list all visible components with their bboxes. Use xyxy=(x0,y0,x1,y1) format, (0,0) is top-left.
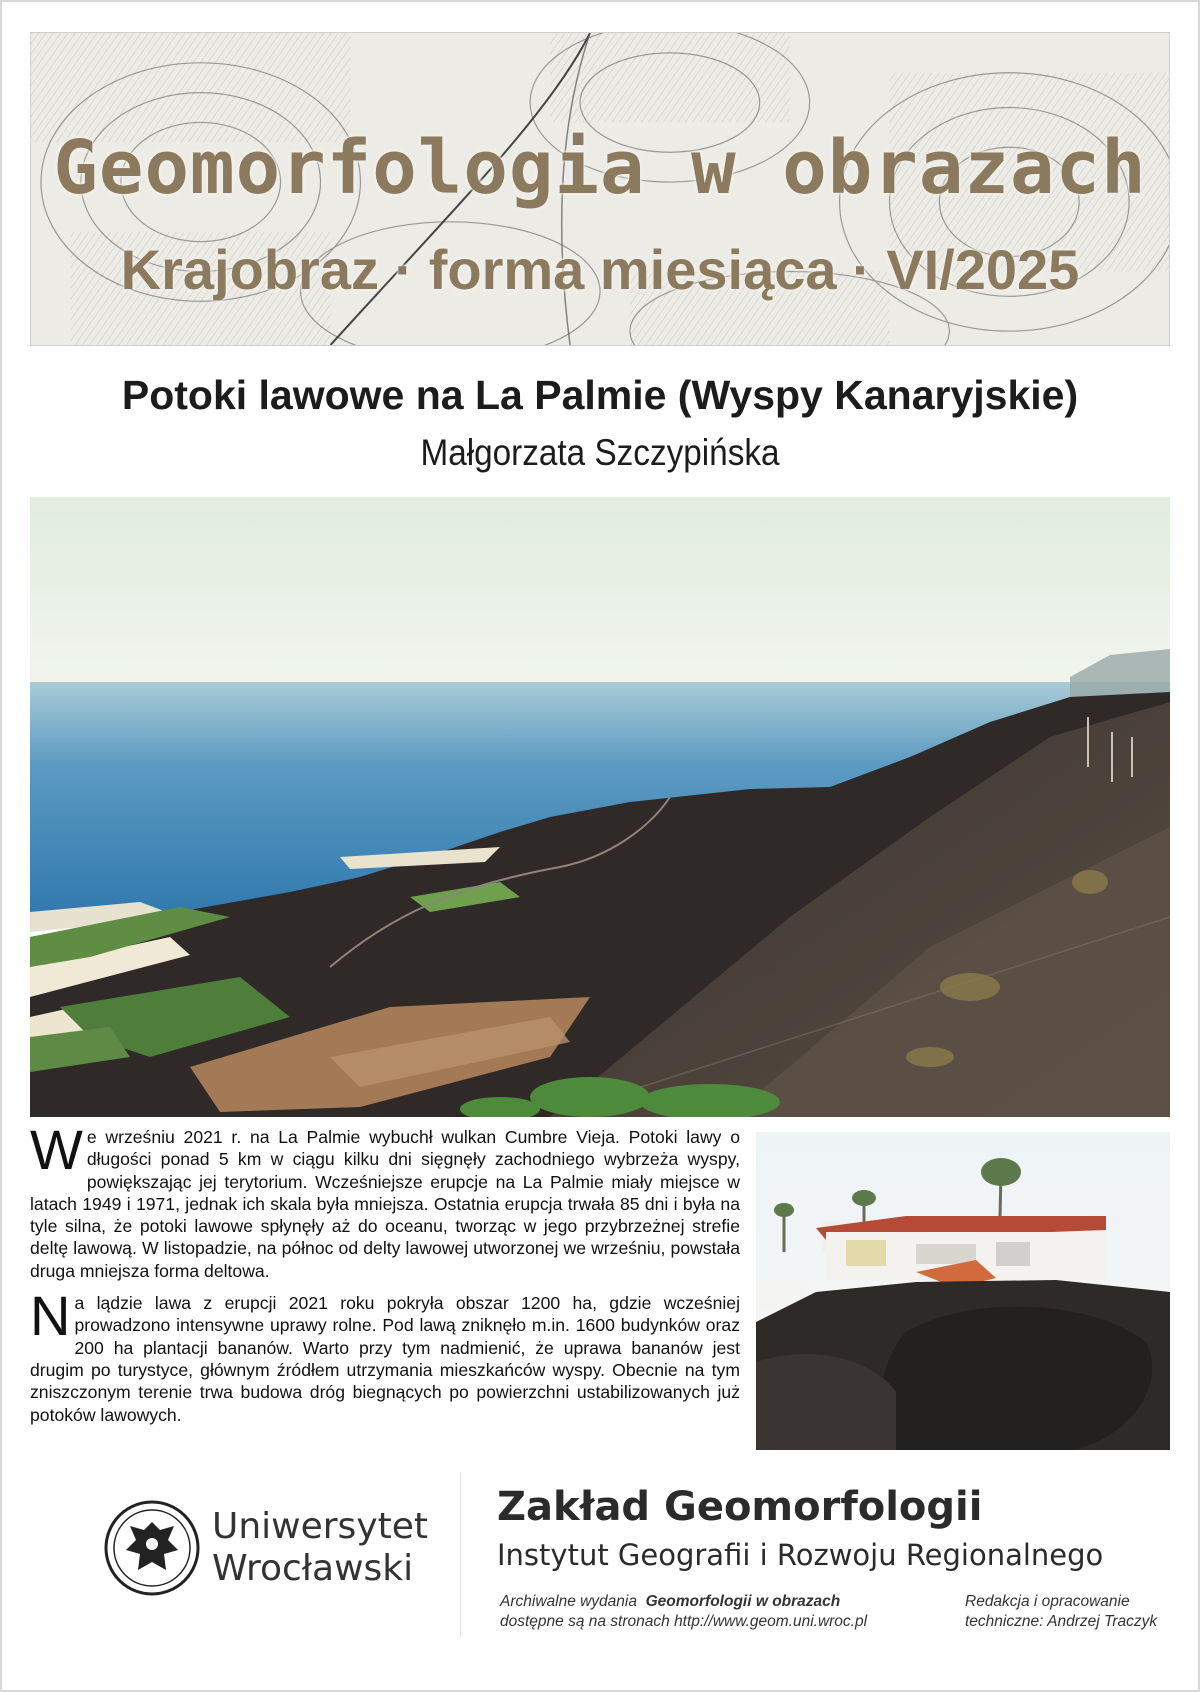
editor-credit-line2: techniczne: Andrzej Traczyk xyxy=(965,1613,1158,1630)
main-photo-lava-flows xyxy=(30,497,1170,1117)
paragraph-2-text: a lądzie lawa z erupcji 2021 roku pokryła obszar 1200 ha, gdzie wcześniej prowadzono intensywne uprawy rolne. Pod lawą zniknęło m.in. 1600 budynków oraz 200 ha plantacji bananów. Warto przy tym nadmienić, że uprawa bananów jest drugim po turystyce, głównym źródłem utrzymania mieszkańców wyspy. Obecnie na tym zniszczonym terenie trwa budowa dróg biegnących po powierzchni ustabilizowanych już potoków lawowych. xyxy=(30,1293,740,1425)
paragraph-2 xyxy=(30,1284,740,1426)
archive-prefix: Archiwalne wydania xyxy=(500,1593,637,1610)
footer-divider xyxy=(460,1472,461,1638)
archive-series: Geomorfologii w obrazach xyxy=(645,1593,841,1610)
university-name-line1: Uniwersytet xyxy=(212,1506,428,1547)
article-body xyxy=(30,1118,740,1436)
series-subtitle: Krajobraz · forma miesiąca · VI/2025 xyxy=(120,238,1080,301)
editor-credit xyxy=(965,1592,1157,1632)
university-name xyxy=(212,1506,428,1590)
drop-cap: N xyxy=(30,1284,71,1348)
editor-credit-line1: Redakcja i opracowanie xyxy=(965,1593,1130,1610)
paragraph-1-text: e wrześniu 2021 r. na La Palmie wybuchł wulkan Cumbre Vieja. Potoki lawy o długości ponad 5 km w ciągu kilku dni sięgnęły zachodniego wybrzeża wyspy, powiększając jej terytorium. Wcześniejsze erupcje na La Palmie miały miejsce w latach 1949 i 1971, jednak ich skala była mniejsza. Ostatnia erupcja trwała 85 dni i była na tyle silna, że potoki lawowe spłynęły aż do oceanu, tworząc w jego przybrzeżnej strefie deltę lawową. W listopadzie, na północ od delty lawowej utworzonej we wrześniu, powstała druga mniejsza forma deltowa. xyxy=(30,1127,740,1281)
university-seal-icon xyxy=(104,1500,200,1596)
university-name-line2: Wrocławski xyxy=(212,1548,414,1589)
drop-cap: W xyxy=(30,1118,83,1181)
paragraph-1 xyxy=(30,1118,740,1282)
series-title: Geomorfologia w obrazach xyxy=(53,125,1147,211)
archive-link-text: dostępne są na stronach http://www.geom.uni.wroc.pl xyxy=(500,1613,868,1630)
lava-coast-landscape-image xyxy=(30,497,1170,1117)
house-in-lava-image xyxy=(756,1132,1170,1450)
archive-note xyxy=(500,1592,867,1632)
institute-name: Instytut Geografii i Rozwoju Regionalnego xyxy=(497,1538,1104,1572)
side-photo-buried-house xyxy=(756,1132,1170,1450)
article-author: Małgorzata Szczypińska xyxy=(420,432,780,473)
header-banner xyxy=(30,32,1170,346)
article-title: Potoki lawowe na La Palmie (Wyspy Kanaryjskie) xyxy=(121,372,1079,418)
department-title: Zakład Geomorfologii xyxy=(497,1484,983,1530)
